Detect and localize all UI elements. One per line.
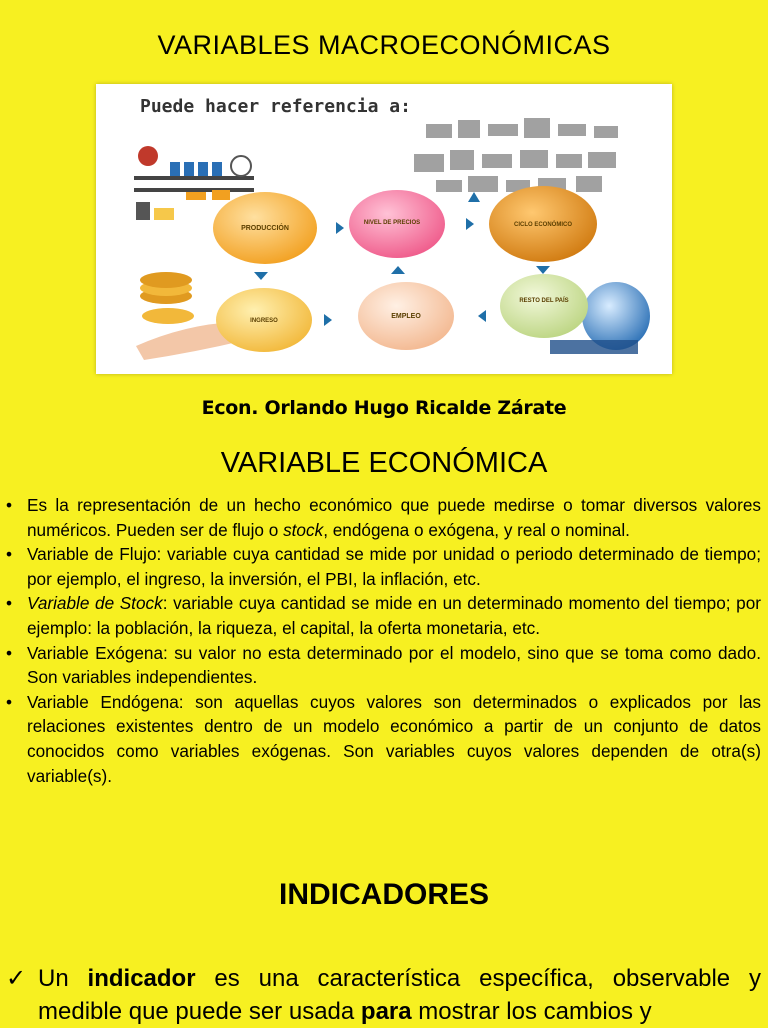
label-ingreso: INGRESO [250, 318, 278, 324]
label-empleo: EMPLEO [391, 313, 421, 320]
label-ciclo: CICLO ECONÓMICO [514, 222, 572, 228]
label-resto: RESTO DEL PAÍS [519, 298, 569, 304]
section-title-variable: VARIABLE ECONÓMICA [220, 447, 548, 479]
list-item: • Es la representación de un hecho económico que puede medirse o tomar diversos valores numéricos. Pueden ser de flujo o stock, endógena o exógena, y real o nominal. [6, 495, 761, 540]
label-precios: NIVEL DE PRECIOS [363, 220, 421, 226]
macro-variables-figure [96, 84, 672, 374]
list-item: • Variable Exógena: su valor no esta determinado por el modelo, sino que se toma como dado. Son variables independientes. [6, 642, 761, 688]
arrow-right-top-1 [336, 222, 344, 234]
page-title: VARIABLES MACROECONÓMICAS [157, 30, 611, 60]
author-name: Econ. Orlando Hugo Ricalde Zárate [201, 397, 567, 419]
bullet-icon: • [6, 593, 13, 614]
list-item: • Variable de Flujo: variable cuya cantidad se mide por unidad o periodo determinado de tiempo; por ejemplo, el ingreso, la inversión, el PBI, la inflación, etc. [6, 544, 761, 589]
figure-graphic [96, 84, 672, 374]
arrow-right-top-2 [466, 218, 474, 230]
bullet-icon: • [6, 691, 13, 712]
arrow-up-mid [391, 266, 405, 274]
arrow-left-bottom [478, 310, 486, 322]
list-item: • Variable Endógena: son aquellas cuyos valores son determinados o explicados por las relaciones existentes dentro de un modelo económico a partir de un conjunto de datos conocidos como variables exógenas. Son variables cuyos valores dependen de otra(s) variable(s). [6, 691, 761, 786]
list-item: • Variable de Stock: variable cuya cantidad se mide en un determinado momento del tiempo; por ejemplo: la población, la riqueza, el capital, la oferta monetaria, etc. [6, 593, 761, 638]
bullet-icon: • [6, 642, 13, 663]
arrow-up-small [468, 192, 480, 202]
indicator-definition: ✓ Un indicador es una característica específica, observable y medible que puede ser usada para mostrar los cambios y [4, 962, 761, 1028]
figure-heading: Puede hacer referencia a: [140, 96, 411, 117]
label-produccion: PRODUCCIÓN [241, 225, 289, 232]
arrow-down-left [254, 272, 268, 280]
arrow-right-bottom [324, 314, 332, 326]
bullet-icon: • [6, 495, 13, 515]
arrow-down-right [536, 266, 550, 274]
checkmark-icon: ✓ [6, 965, 27, 992]
bullet-icon: • [6, 544, 13, 565]
node-resto [500, 274, 588, 338]
factory-chain-icon [414, 118, 618, 192]
definition-list [4, 493, 761, 788]
section-title-indicadores: INDICADORES [278, 878, 489, 911]
